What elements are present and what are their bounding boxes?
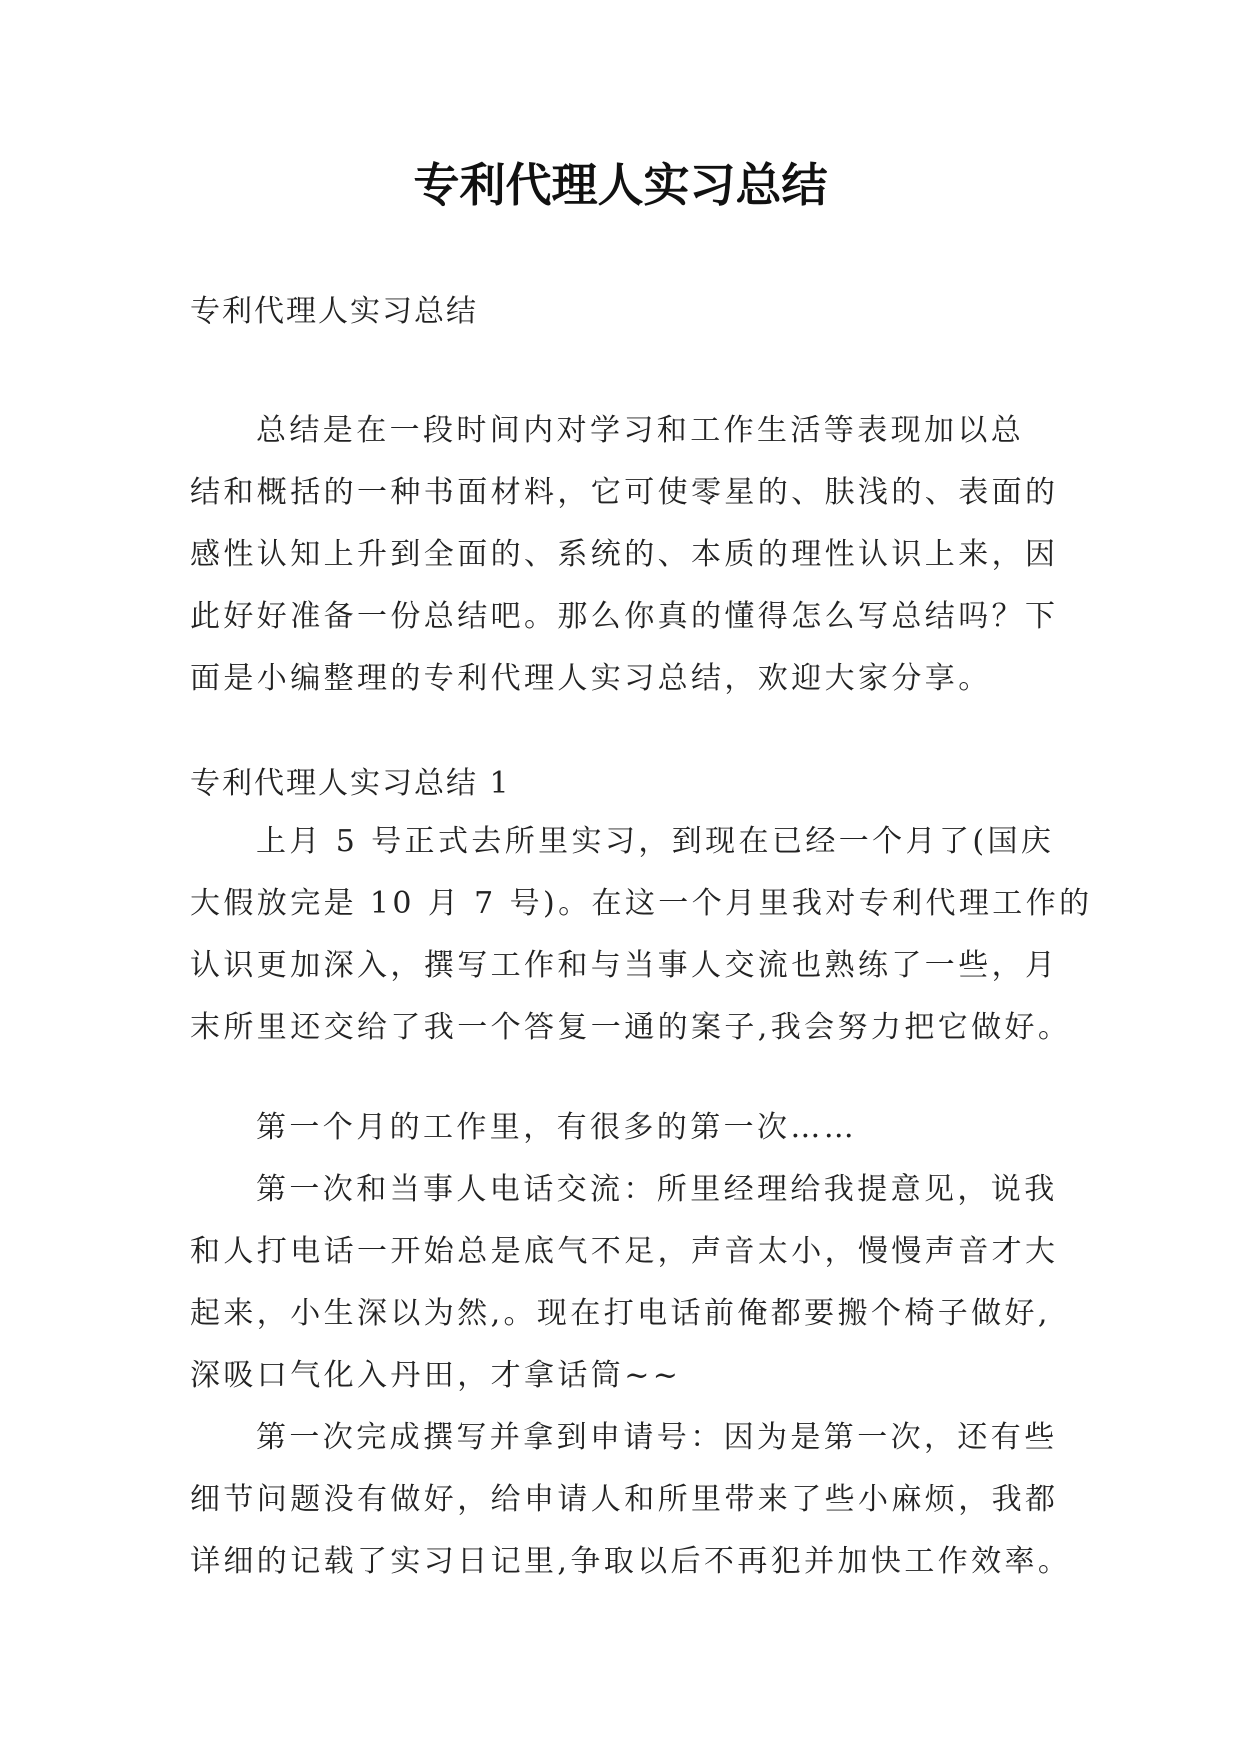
paragraph-line: 第一个月的工作里，有很多的第一次…… (256, 1110, 858, 1145)
intro-line: 感性认知上升到全面的、系统的、本质的理性认识上来，因 (190, 537, 1059, 572)
paragraph-line: 认识更加深入，撰写工作和与当事人交流也熟练了一些，月 (190, 948, 1059, 983)
paragraph-line: 第一次完成撰写并拿到申请号：因为是第一次，还有些 (256, 1420, 1058, 1455)
intro-line: 面是小编整理的专利代理人实习总结，欢迎大家分享。 (190, 661, 992, 696)
document-title: 专利代理人实习总结 (413, 158, 828, 212)
paragraph-line: 大假放完是 10 月 7 号)。在这一个月里我对专利代理工作的 (190, 886, 1093, 921)
intro-paragraph (190, 400, 1070, 710)
paragraph-line: 第一次和当事人电话交流：所里经理给我提意见，说我 (256, 1172, 1058, 1207)
section1-paragraph-2 (190, 1097, 1070, 1159)
paragraph-line: 上月 5 号正式去所里实习，到现在已经一个月了(国庆 (256, 824, 1055, 859)
paragraph-line: 起来，小生深以为然,。现在打电话前俺都要搬个椅子做好, (190, 1296, 1051, 1331)
intro-line: 此好好准备一份总结吧。那么你真的懂得怎么写总结吗？下 (190, 599, 1059, 634)
intro-line: 总结是在一段时间内对学习和工作生活等表现加以总 (256, 413, 1025, 448)
paragraph-line: 详细的记载了实习日记里,争取以后不再犯并加快工作效率。 (190, 1544, 1072, 1579)
paragraph-line: 和人打电话一开始总是底气不足，声音太小，慢慢声音才大 (190, 1234, 1059, 1269)
intro-line: 结和概括的一种书面材料，它可使零星的、肤浅的、表面的 (190, 475, 1059, 510)
paragraph-line: 末所里还交给了我一个答复一通的案子,我会努力把它做好。 (190, 1010, 1072, 1045)
section1-paragraph-3 (190, 1159, 1070, 1407)
section1-paragraph-1 (190, 811, 1093, 1059)
document-subtitle: 专利代理人实习总结 (190, 294, 478, 329)
section1-paragraph-4 (190, 1407, 1070, 1593)
section-heading: 专利代理人实习总结 1 (190, 766, 511, 801)
paragraph-line: 深吸口气化入丹田，才拿话筒~~ (190, 1358, 682, 1393)
paragraph-line: 细节问题没有做好，给申请人和所里带来了些小麻烦，我都 (190, 1482, 1059, 1517)
